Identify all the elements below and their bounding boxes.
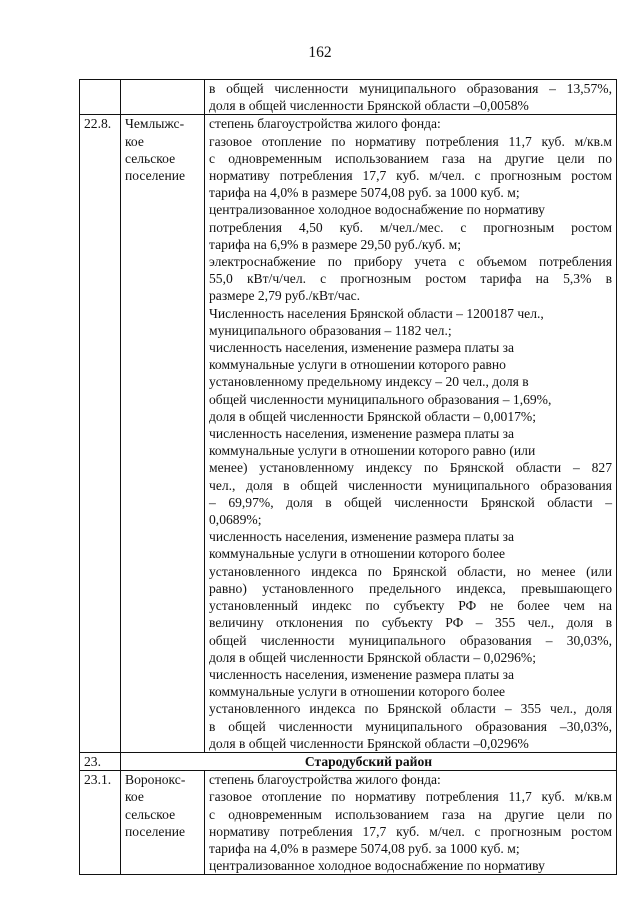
description-line: в общей численности муниципального образования – 13,57%, — [209, 81, 612, 96]
row-number-cell: 23.1. — [80, 771, 121, 875]
row-number-cell: 22.8. — [80, 115, 121, 753]
description-line: численность населения, изменение размера платы за — [209, 666, 515, 682]
description-line: численность населения, изменение размера платы за — [209, 426, 515, 442]
settlement-name-line: Чемлыжс- — [125, 116, 185, 132]
description-line: электроснабжение по прибору учета с объемом потребления — [209, 254, 612, 270]
description-line: равно) установленного предельного индекса, превышающего — [209, 580, 612, 596]
description-line: в общей численности муниципального образования –30,03%, — [209, 718, 612, 734]
district-heading: Стародубский район — [121, 752, 617, 770]
row-number-cell — [80, 80, 121, 115]
description-line: потребления 4,50 куб. м/чел./мес. с прогнозным ростом — [209, 219, 612, 235]
settlement-name-cell — [121, 771, 205, 875]
description-line: установленного индекса по Брянской области – 355 чел., доля — [209, 701, 612, 717]
description-line: коммунальные услуги в отношении которого более — [209, 546, 506, 562]
description-line: чел., доля в общей численности муниципального образования — [209, 477, 612, 493]
description-line: тарифа на 6,9% в размере 29,50 руб./куб. м; — [209, 236, 461, 252]
description-line: централизованное холодное водоснабжение по нормативу — [209, 202, 545, 218]
table-row — [80, 80, 617, 115]
row-number-cell: 23. — [80, 752, 121, 770]
description-line: с одновременным использованием газа на другие цели по — [209, 150, 612, 166]
description-line: величину отклонения по субъекту РФ – 355 чел., доля в — [209, 615, 612, 631]
description-line: численность населения, изменение размера платы за — [209, 340, 515, 356]
table-body — [80, 80, 617, 875]
description-line: установленного индекса по Брянской области, но менее (или — [209, 563, 612, 579]
description-line: – 69,97%, доля в общей численности Брянской области – — [209, 494, 612, 510]
settlement-name-line: кое — [125, 133, 144, 149]
description-line: нормативу потребления 17,7 куб. м/чел. с прогнозным ростом — [209, 823, 612, 839]
description-line: степень благоустройства жилого фонда: — [209, 772, 441, 788]
description-line: нормативу потребления 17,7 куб. м/чел. с прогнозным ростом — [209, 168, 612, 184]
description-line: общей численности муниципального образования – 1,69%, — [209, 391, 552, 407]
description-line: тарифа на 4,0% в размере 5074,08 руб. за 1000 куб. м; — [209, 185, 520, 201]
description-line: степень благоустройства жилого фонда: — [209, 116, 441, 132]
description-line: 55,0 кВт/ч/чел. с прогнозным ростом тарифа на 5,3% в — [209, 271, 612, 287]
settlement-name-line: поселение — [125, 823, 186, 839]
description-cell — [205, 771, 617, 875]
description-line: коммунальные услуги в отношении которого равно — [209, 357, 506, 373]
settlement-name-line: сельское — [125, 806, 176, 822]
document-table — [79, 79, 617, 875]
description-line: размере 2,79 руб./кВт/час. — [209, 288, 361, 304]
settlement-name-cell — [121, 115, 205, 753]
settlement-name-line: поселение — [125, 168, 186, 184]
description-line: тарифа на 4,0% в размере 5074,08 руб. за 1000 куб. м; — [209, 840, 520, 856]
table-row — [80, 771, 617, 875]
description-line: муниципального образования – 1182 чел.; — [209, 322, 452, 338]
description-line: с одновременным использованием газа на другие цели по — [209, 806, 612, 822]
description-line: доля в общей численности Брянской области –0,0296% — [209, 735, 529, 751]
description-line: установленному предельному индексу – 20 чел., доля в — [209, 374, 529, 390]
description-line: коммунальные услуги в отношении которого равно (или — [209, 443, 536, 459]
settlement-name-cell — [121, 80, 205, 115]
description-line: менее) установленному индексу по Брянской области – 827 — [209, 460, 612, 476]
settlement-name-line: Воронокс- — [125, 772, 186, 788]
description-line: доля в общей численности Брянской области – 0,0017%; — [209, 408, 537, 424]
description-line: коммунальные услуги в отношении которого более — [209, 684, 506, 700]
description-line: доля в общей численности Брянской области –0,0058% — [209, 98, 529, 114]
table-row — [80, 115, 617, 753]
description-line: 0,0689%; — [209, 512, 262, 528]
description-cell — [205, 80, 617, 115]
settlement-name-line: кое — [125, 789, 144, 805]
description-line: газовое отопление по нормативу потребления 11,7 куб. м/кв.м — [209, 133, 612, 149]
description-line: газовое отопление по нормативу потребления 11,7 куб. м/кв.м — [209, 789, 612, 805]
page-number: 162 — [308, 44, 332, 61]
description-line: централизованное холодное водоснабжение по нормативу — [209, 858, 545, 874]
section-heading-row — [80, 752, 617, 770]
description-line: доля в общей численности Брянской области – 0,0296%; — [209, 649, 537, 665]
description-line: общей численности муниципального образования – 30,03%, — [209, 632, 612, 648]
description-line: Численность населения Брянской области – 1200187 чел., — [209, 305, 544, 321]
description-line: установленный индекс по субъекту РФ не более чем на — [209, 598, 612, 614]
settlement-name-line: сельское — [125, 150, 176, 166]
description-cell — [205, 115, 617, 753]
description-line: численность населения, изменение размера платы за — [209, 529, 515, 545]
